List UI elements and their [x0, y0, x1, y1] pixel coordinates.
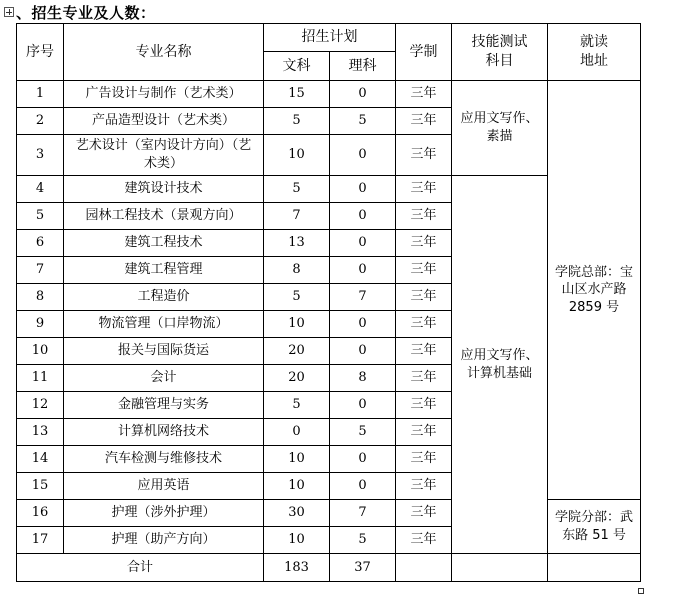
row-science-count: 0	[330, 473, 396, 500]
row-duration: 三年	[396, 527, 452, 554]
row-duration: 三年	[396, 446, 452, 473]
row-arts-count: 5	[264, 284, 330, 311]
row-major: 产品造型设计（艺术类）	[64, 108, 264, 135]
table-row	[17, 500, 641, 527]
header-test	[452, 24, 548, 81]
row-duration: 三年	[396, 135, 452, 176]
row-arts-count: 10	[264, 527, 330, 554]
row-major: 广告设计与制作（艺术类）	[64, 81, 264, 108]
row-arts-count: 7	[264, 203, 330, 230]
total-test-empty	[452, 554, 548, 582]
row-index: 13	[17, 419, 64, 446]
row-science-count: 0	[330, 311, 396, 338]
row-arts-count: 20	[264, 365, 330, 392]
location-branch-text: 学院分部：武东路 51 号	[554, 509, 633, 543]
total-label: 合计	[17, 554, 264, 582]
table-resize-handle[interactable]	[638, 588, 644, 594]
row-major	[64, 135, 264, 176]
row-index: 1	[17, 81, 64, 108]
row-science-count: 0	[330, 203, 396, 230]
row-major: 报关与国际货运	[64, 338, 264, 365]
row-index: 8	[17, 284, 64, 311]
row-science-count: 8	[330, 365, 396, 392]
row-duration: 三年	[396, 176, 452, 203]
row-science-count: 0	[330, 446, 396, 473]
location-main	[548, 81, 641, 500]
row-arts-count: 15	[264, 81, 330, 108]
row-arts-count: 10	[264, 311, 330, 338]
total-duration-empty	[396, 554, 452, 582]
row-index: 2	[17, 108, 64, 135]
row-arts-count: 0	[264, 419, 330, 446]
row-duration: 三年	[396, 81, 452, 108]
row-major: 园林工程技术（景观方向）	[64, 203, 264, 230]
row-duration: 三年	[396, 108, 452, 135]
row-science-count: 0	[330, 257, 396, 284]
row-index: 4	[17, 176, 64, 203]
row-arts-count: 10	[264, 135, 330, 176]
row-index: 15	[17, 473, 64, 500]
row-arts-count: 13	[264, 230, 330, 257]
row-arts-count: 5	[264, 176, 330, 203]
header-major: 专业名称	[64, 24, 264, 81]
row-index: 14	[17, 446, 64, 473]
header-index: 序号	[17, 24, 64, 81]
row-science-count: 5	[330, 108, 396, 135]
row-index: 17	[17, 527, 64, 554]
row-duration: 三年	[396, 419, 452, 446]
row-index: 9	[17, 311, 64, 338]
row-arts-count: 5	[264, 108, 330, 135]
test-subjects-art	[452, 81, 548, 176]
table-row	[17, 176, 641, 203]
table-move-handle-icon[interactable]	[4, 7, 14, 17]
row-duration: 三年	[396, 203, 452, 230]
row-index: 7	[17, 257, 64, 284]
row-major-text: 艺术设计（室内设计方向）（艺术类）	[75, 138, 252, 171]
location-main-text: 学院总部：宝山区水产路 2859 号	[554, 264, 633, 315]
row-major: 计算机网络技术	[64, 419, 264, 446]
row-index: 12	[17, 392, 64, 419]
total-row	[17, 554, 641, 582]
row-science-count: 0	[330, 392, 396, 419]
row-major: 金融管理与实务	[64, 392, 264, 419]
row-duration: 三年	[396, 311, 452, 338]
row-science-count: 7	[330, 284, 396, 311]
row-major: 应用英语	[64, 473, 264, 500]
row-arts-count: 30	[264, 500, 330, 527]
row-science-count: 0	[330, 176, 396, 203]
table-row	[17, 81, 641, 108]
row-duration: 三年	[396, 365, 452, 392]
total-location-empty	[548, 554, 641, 582]
admission-table	[16, 23, 641, 582]
test-subjects-general-text: 应用文写作、计算机基础	[460, 347, 539, 381]
row-duration: 三年	[396, 257, 452, 284]
section-heading	[4, 2, 156, 22]
row-index: 16	[17, 500, 64, 527]
row-duration: 三年	[396, 500, 452, 527]
total-arts: 183	[264, 554, 330, 582]
row-arts-count: 10	[264, 446, 330, 473]
row-major: 会计	[64, 365, 264, 392]
row-arts-count: 8	[264, 257, 330, 284]
row-science-count: 0	[330, 81, 396, 108]
row-science-count: 5	[330, 527, 396, 554]
row-major: 物流管理（口岸物流）	[64, 311, 264, 338]
row-science-count: 7	[330, 500, 396, 527]
header-duration: 学制	[396, 24, 452, 81]
row-index: 6	[17, 230, 64, 257]
row-duration: 三年	[396, 338, 452, 365]
location-branch	[548, 500, 641, 554]
row-duration: 三年	[396, 284, 452, 311]
row-index: 3	[17, 135, 64, 176]
test-subjects-general	[452, 176, 548, 554]
header-row-top	[17, 24, 641, 52]
row-major: 建筑工程技术	[64, 230, 264, 257]
header-science: 理科	[330, 52, 396, 81]
header-plan: 招生计划	[264, 24, 396, 52]
row-major: 工程造价	[64, 284, 264, 311]
header-location-text: 就读地址	[580, 34, 608, 69]
header-location	[548, 24, 641, 81]
row-index: 5	[17, 203, 64, 230]
total-science: 37	[330, 554, 396, 582]
row-arts-count: 10	[264, 473, 330, 500]
row-major: 护理（涉外护理）	[64, 500, 264, 527]
row-arts-count: 20	[264, 338, 330, 365]
row-major: 建筑工程管理	[64, 257, 264, 284]
row-major: 护理（助产方向）	[64, 527, 264, 554]
header-arts: 文科	[264, 52, 330, 81]
row-science-count: 0	[330, 135, 396, 176]
row-index: 11	[17, 365, 64, 392]
row-index: 10	[17, 338, 64, 365]
header-test-text: 技能测试科目	[471, 34, 528, 69]
row-duration: 三年	[396, 392, 452, 419]
section-heading-text: 、招生专业及人数：	[16, 3, 156, 22]
row-science-count: 0	[330, 230, 396, 257]
row-duration: 三年	[396, 230, 452, 257]
test-subjects-art-text: 应用文写作、素描	[460, 111, 539, 144]
row-science-count: 5	[330, 419, 396, 446]
row-major: 汽车检测与维修技术	[64, 446, 264, 473]
row-duration: 三年	[396, 473, 452, 500]
row-major: 建筑设计技术	[64, 176, 264, 203]
row-science-count: 0	[330, 338, 396, 365]
row-arts-count: 5	[264, 392, 330, 419]
